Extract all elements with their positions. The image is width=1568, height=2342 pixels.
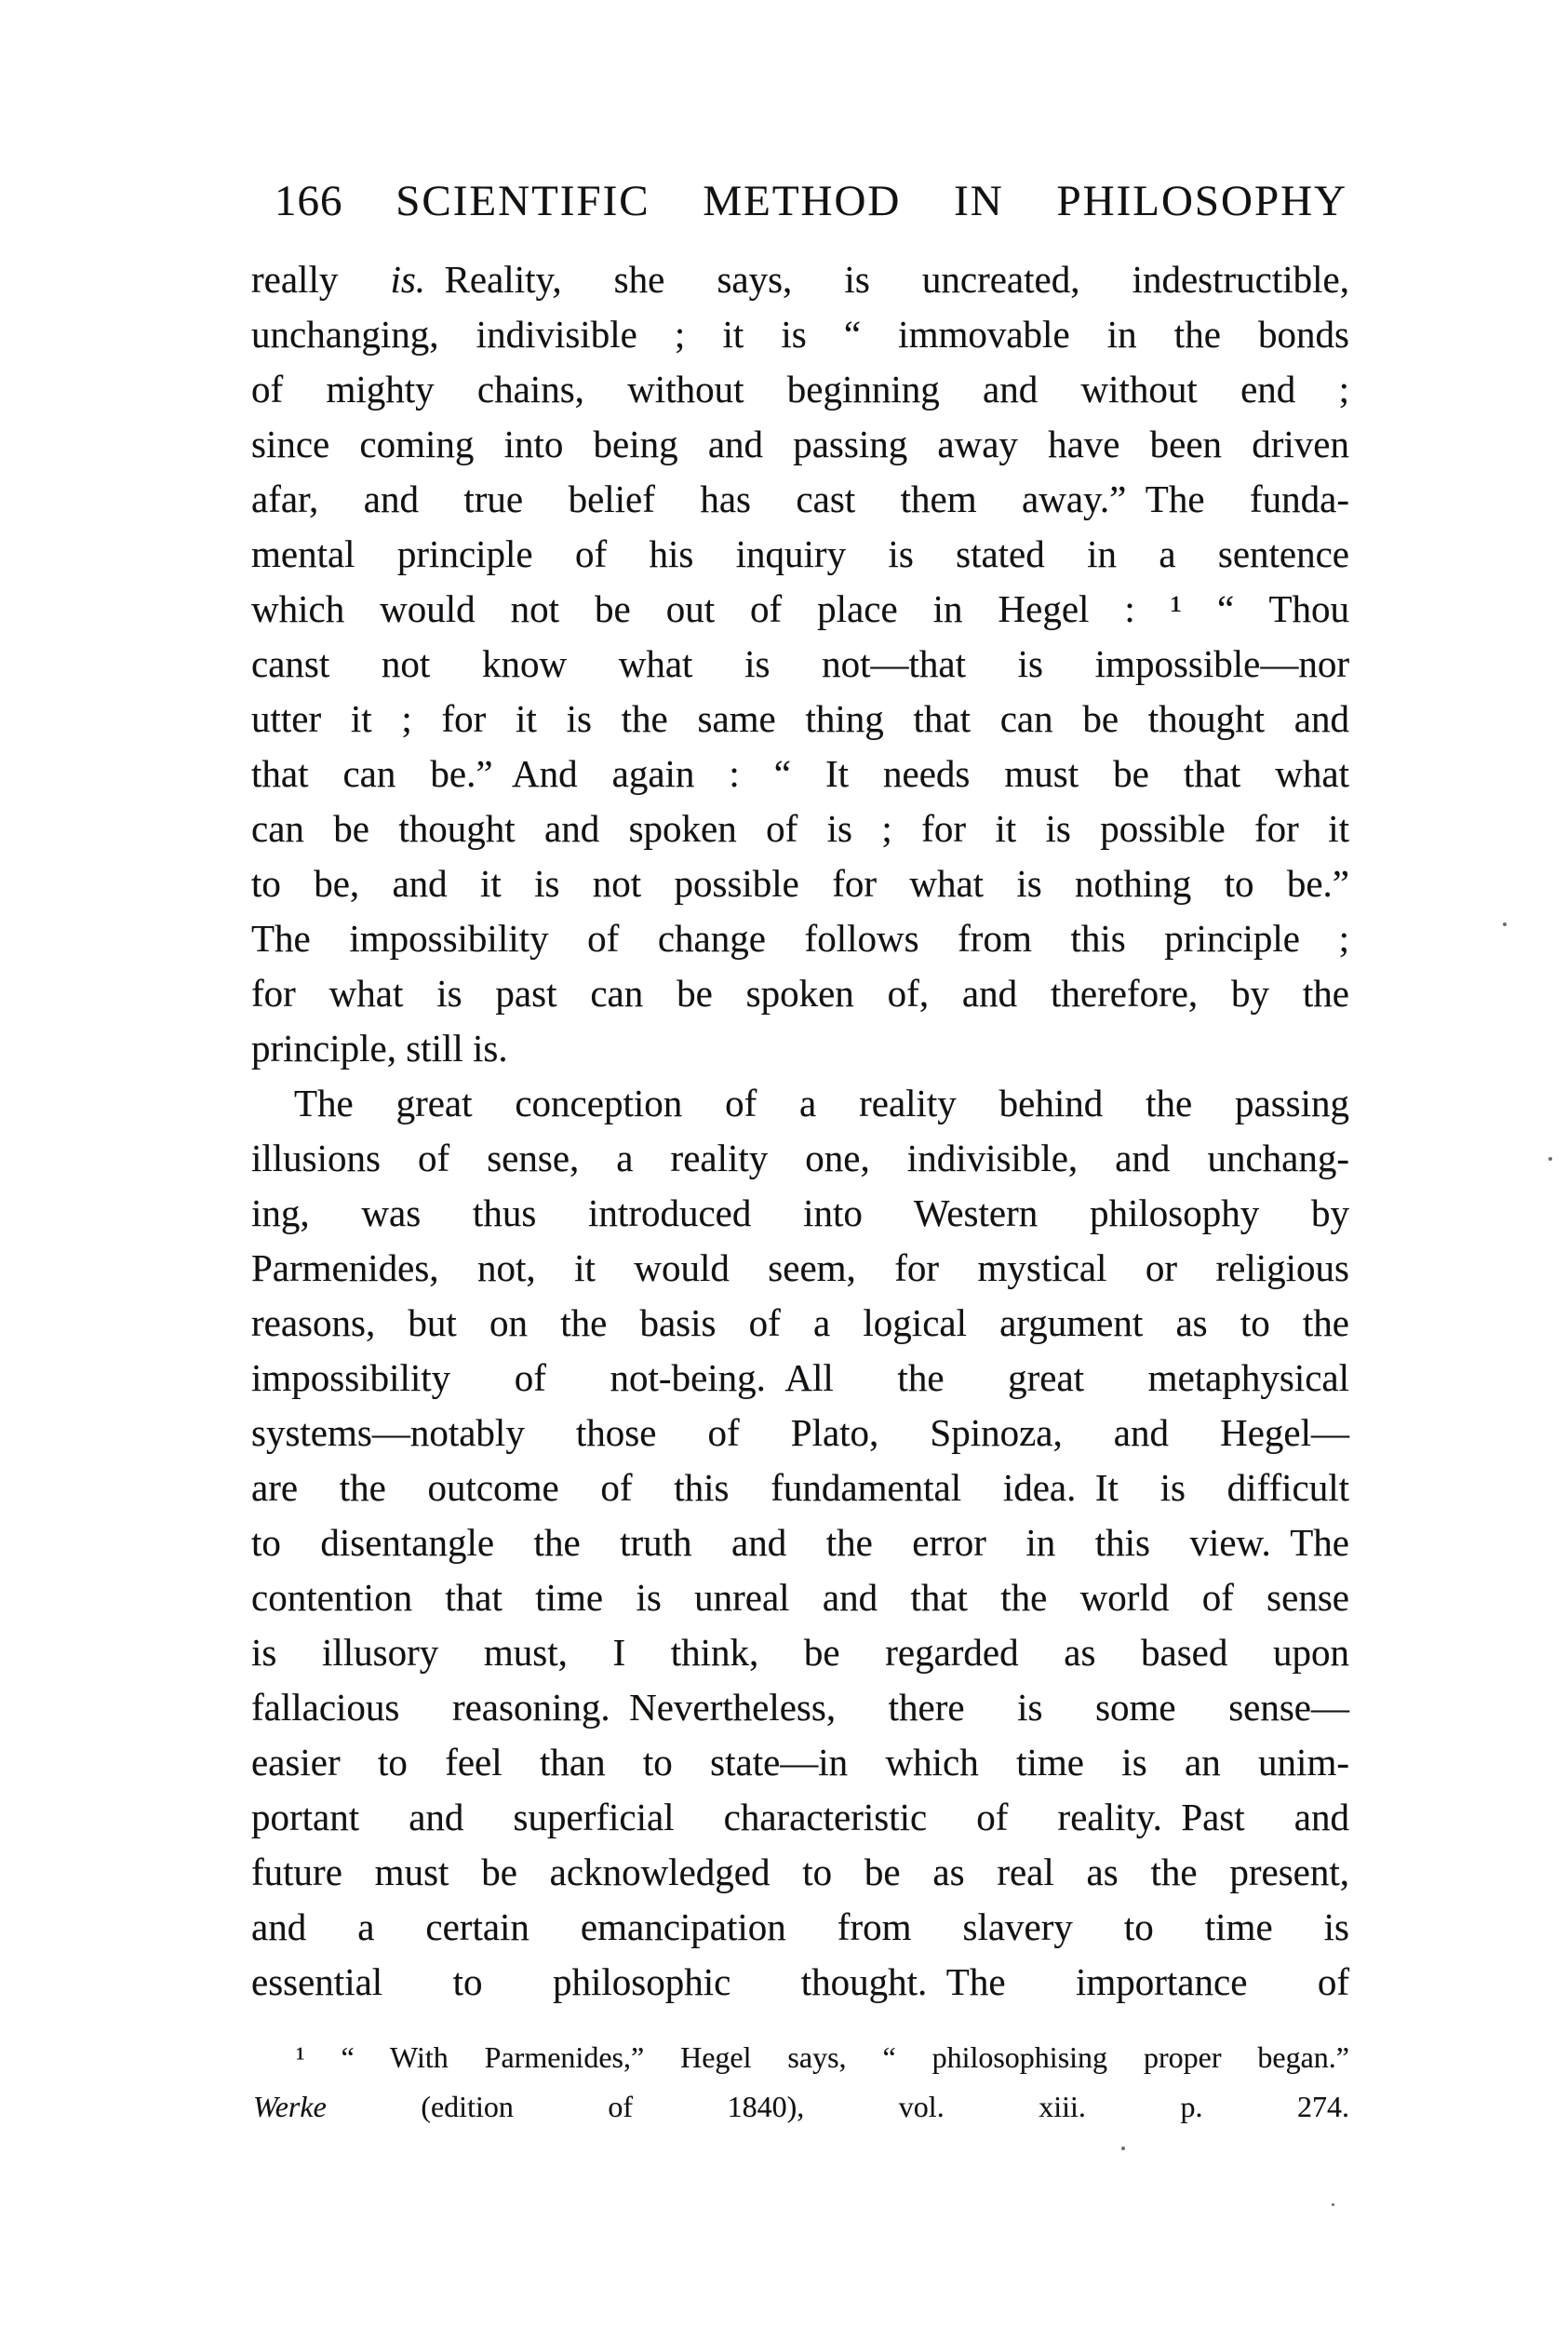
text-line: principle, still is. — [251, 1027, 508, 1070]
italic-text: is. — [390, 258, 426, 301]
text-line: portant and superficial characteristic of reality. Past and — [251, 1796, 1349, 1838]
text-line — [251, 252, 1349, 307]
text-line: since coming into being and passing away have been driven — [251, 423, 1349, 465]
footnote-line — [253, 2082, 1349, 2132]
text-line: impossibility of not-being. All the great metaphysical — [251, 1356, 1349, 1399]
page-body — [251, 252, 1349, 2010]
scan-speck — [1503, 922, 1507, 926]
running-header — [275, 175, 1347, 227]
footnote-line: ¹ “ With Parmenides,” Hegel says, “ philosophising proper began.” — [296, 2040, 1349, 2074]
text-line: essential to philosophic thought. The importance of — [251, 1960, 1349, 2003]
text-line: contention that time is unreal and that the world of sense — [251, 1576, 1349, 1619]
text-line: canst not know what is not—that is impossible—nor — [251, 642, 1349, 685]
text-line: illusions of sense, a reality one, indivisible, and unchang- — [251, 1137, 1349, 1179]
text-line: that can be.” And again : “ It needs must be that what — [251, 752, 1349, 795]
paragraph-2 — [251, 1076, 1349, 2010]
running-header-title: SCIENTIFIC METHOD IN PHILOSOPHY — [395, 177, 1347, 225]
scan-speck — [1121, 2147, 1125, 2150]
text-line: unchanging, indivisible ; it is “ immovable in the bonds — [251, 313, 1349, 356]
text-line: for what is past can be spoken of, and therefore, by the — [251, 972, 1349, 1015]
text-run: (edition of 1840), vol. xiii. p. 274. — [326, 2090, 1349, 2123]
text-line: ing, was thus introduced into Western philosophy by — [251, 1191, 1349, 1234]
text-line: easier to feel than to state—in which time is an unim- — [251, 1741, 1349, 1783]
text-line: The impossibility of change follows from this principle ; — [251, 917, 1349, 960]
text-line: which would not be out of place in Hegel : ¹ “ Thou — [251, 587, 1349, 630]
scan-speck — [1332, 2203, 1334, 2206]
text-line: is illusory must, I think, be regarded as based upon — [251, 1631, 1349, 1674]
scan-speck — [1548, 1157, 1552, 1161]
text-line: Parmenides, not, it would seem, for mystical or religious — [251, 1246, 1349, 1289]
text-line: are the outcome of this fundamental idea. It is difficult — [251, 1466, 1349, 1509]
text-run: really — [251, 258, 391, 301]
text-line: and a certain emancipation from slavery to time is — [251, 1905, 1349, 1948]
footnote — [253, 2033, 1349, 2132]
text-line: of mighty chains, without beginning and without end ; — [251, 368, 1349, 411]
footnote-work-title: Werke — [253, 2090, 327, 2123]
text-line: reasons, but on the basis of a logical argument as to the — [251, 1301, 1349, 1344]
text-line: utter it ; for it is the same thing that can be thought and — [251, 697, 1349, 740]
text-line: The great conception of a reality behind the passing — [294, 1082, 1349, 1124]
text-line: to be, and it is not possible for what is nothing to be.” — [251, 862, 1349, 905]
page-number: 166 — [275, 177, 343, 225]
text-run: Reality, she says, is uncreated, indestructible, — [425, 258, 1349, 301]
text-line: fallacious reasoning. Nevertheless, there is some sense— — [251, 1686, 1349, 1729]
text-line: to disentangle the truth and the error in this view. The — [251, 1521, 1349, 1564]
text-line: systems—notably those of Plato, Spinoza, and Hegel— — [251, 1411, 1349, 1454]
paragraph-1 — [251, 252, 1349, 1076]
text-line: mental principle of his inquiry is stated in a sentence — [251, 532, 1349, 575]
text-line: future must be acknowledged to be as real as the present, — [251, 1851, 1349, 1893]
text-line: can be thought and spoken of is ; for it is possible for it — [251, 807, 1349, 850]
text-line: afar, and true belief has cast them away.” The funda- — [251, 478, 1349, 520]
